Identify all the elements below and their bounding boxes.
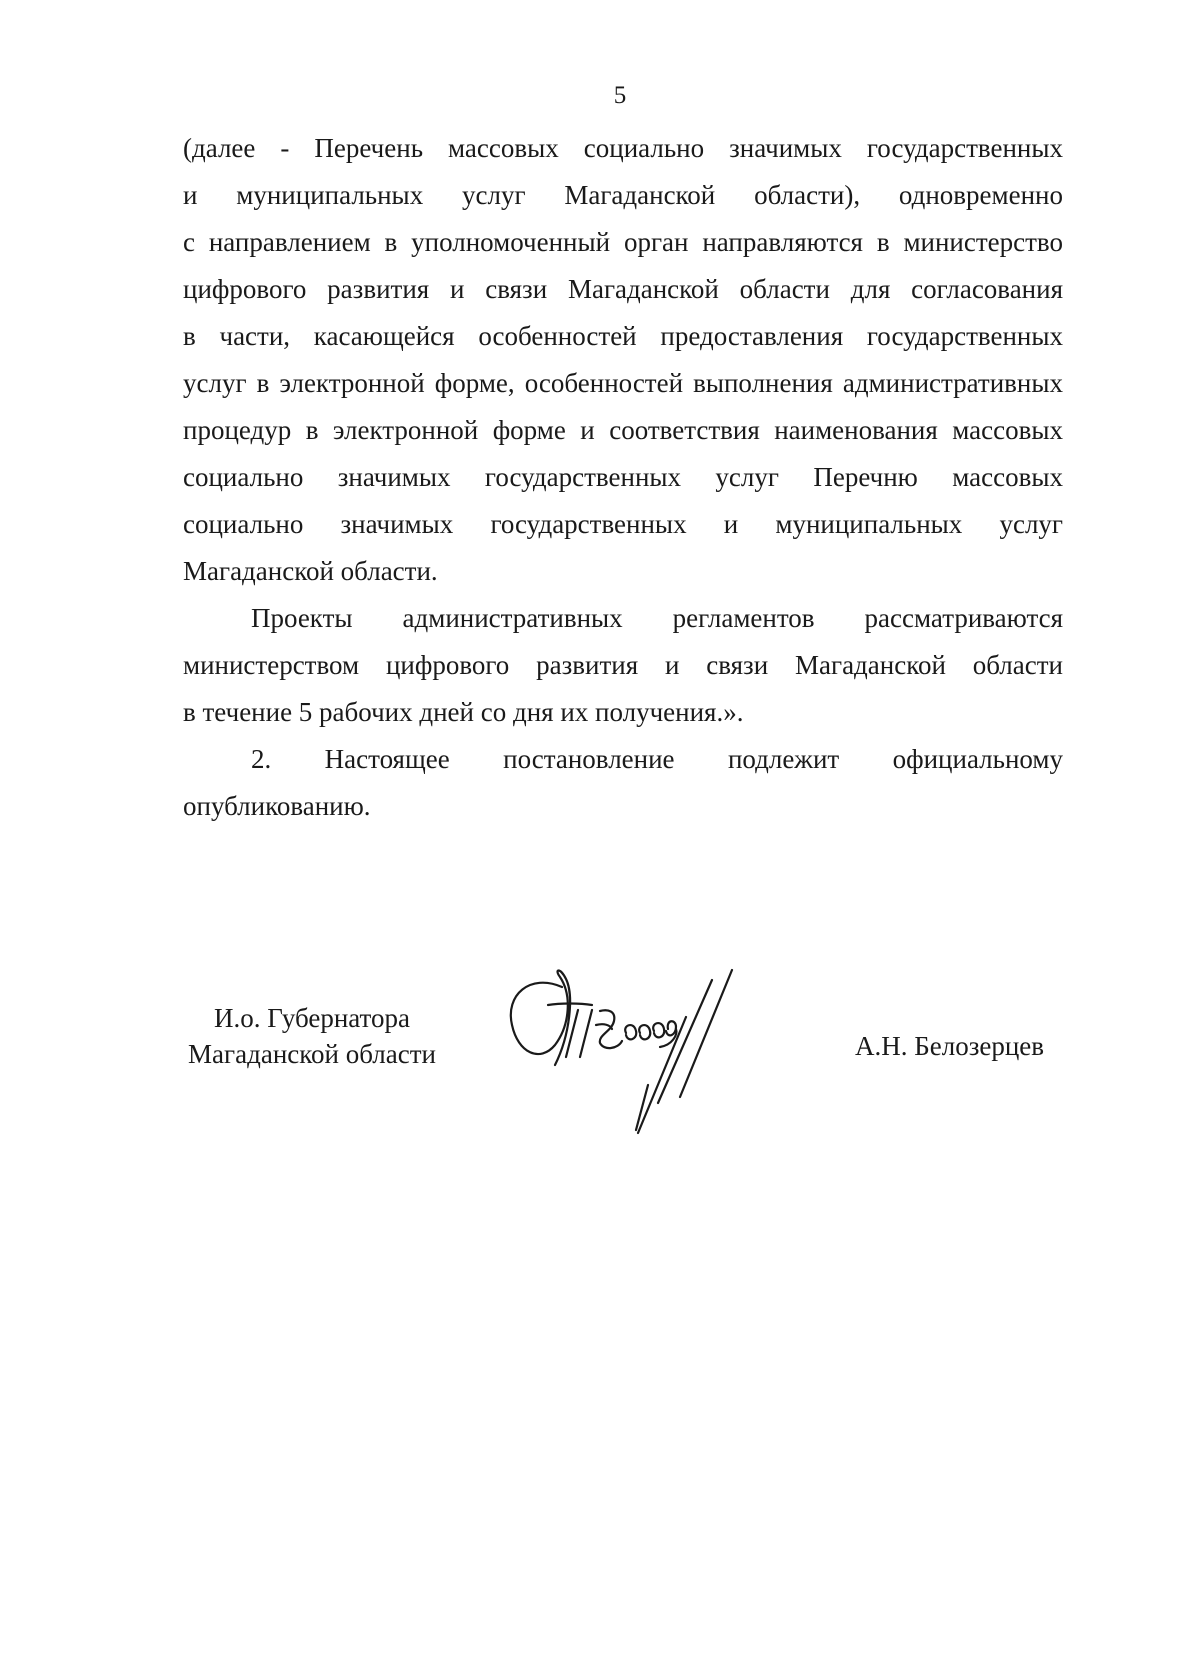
text-line: министерством цифрового развития и связи Магаданской области	[183, 650, 1063, 680]
text-line: цифрового развития и связи Магаданской области для согласования	[183, 274, 1063, 304]
page-number: 5	[613, 82, 627, 109]
text-line: опубликованию.	[183, 791, 371, 821]
text-line: в течение 5 рабочих дней со дня их получения.».	[183, 697, 744, 727]
text-line: Магаданской области.	[183, 556, 438, 586]
signatory-position-line2: Магаданской области	[188, 1039, 436, 1069]
text-line: и муниципальных услуг Магаданской области), одновременно	[183, 180, 1063, 210]
text-line: (далее - Перечень массовых социально значимых государственных	[183, 133, 1063, 163]
text-line: социально значимых государственных и муниципальных услуг	[183, 509, 1063, 539]
handwritten-signature	[500, 965, 780, 1140]
text-line: с направлением в уполномоченный орган направляются в министерство	[183, 227, 1063, 257]
text-line: 2. Настоящее постановление подлежит официальному	[251, 744, 1063, 774]
document-body	[183, 125, 1063, 830]
signatory-position-line1: И.о. Губернатора	[213, 1003, 410, 1033]
text-line: в части, касающейся особенностей предоставления государственных	[183, 321, 1063, 351]
text-line: Проекты административных регламентов рассматриваются	[251, 603, 1063, 633]
signatory-name: А.Н. Белозерцев	[855, 1031, 1045, 1061]
text-line: процедур в электронной форме и соответствия наименования массовых	[183, 415, 1063, 445]
text-line: услуг в электронной форме, особенностей выполнения административных	[183, 368, 1063, 398]
signatory-position	[176, 1000, 448, 1072]
text-line: социально значимых государственных услуг Перечню массовых	[183, 462, 1063, 492]
